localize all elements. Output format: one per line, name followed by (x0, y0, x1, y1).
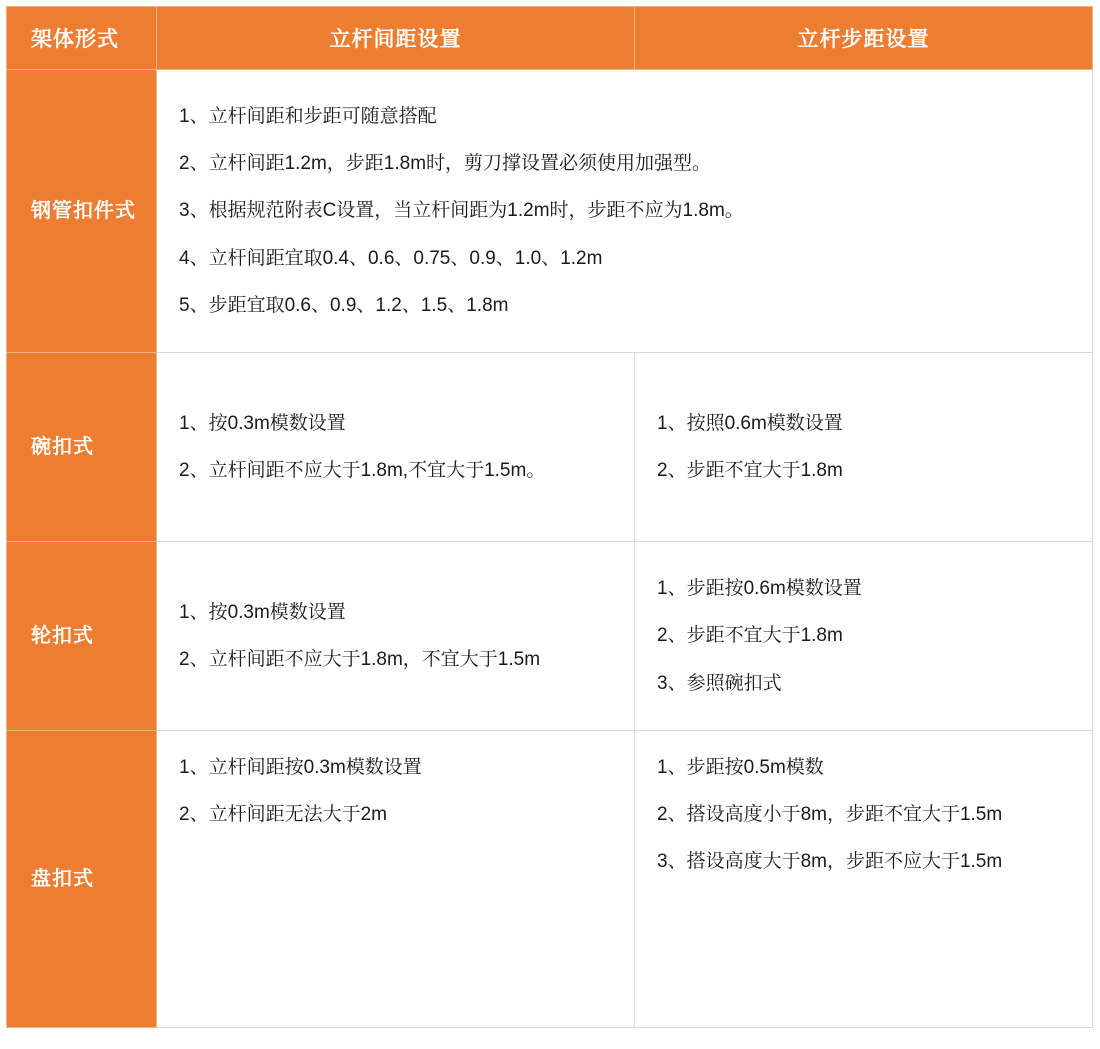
row-header-wheel-coupler: 轮扣式 (7, 542, 157, 731)
column-header-frame-type: 架体形式 (7, 7, 157, 70)
cell-steel-pipe-coupler-combined (157, 70, 1093, 353)
cell-line: 1、步距按0.5m模数 (657, 757, 824, 778)
cell-disc-coupler-spacing (157, 731, 635, 1028)
cell-disc-coupler-step (635, 731, 1093, 1028)
cell-wheel-coupler-spacing (157, 542, 635, 731)
scaffold-spec-table (6, 6, 1093, 1028)
cell-bowl-coupler-step (635, 353, 1093, 542)
cell-line: 1、按0.3m模数设置 (179, 412, 346, 434)
cell-line: 4、立杆间距宜取0.4、0.6、0.75、0.9、1.0、1.2m (179, 247, 603, 269)
cell-line: 1、按照0.6m模数设置 (657, 412, 843, 434)
cell-line: 2、步距不宜大于1.8m (657, 460, 843, 481)
cell-line: 2、立杆间距不应大于1.8m，不宜大于1.5m (179, 649, 541, 670)
cell-line: 2、搭设高度小于8m，步距不宜大于1.5m (657, 804, 1003, 826)
table-row (7, 542, 1093, 731)
cell-line: 3、根据规范附表C设置，当立杆间距为1.2m时，步距不应为1.8m。 (179, 200, 744, 222)
cell-line: 1、立杆间距和步距可随意搭配 (179, 106, 437, 128)
row-header-steel-pipe-coupler: 钢管扣件式 (7, 70, 157, 353)
table-row (7, 70, 1093, 353)
row-header-bowl-coupler: 碗扣式 (7, 353, 157, 542)
cell-line: 2、立杆间距无法大于2m (179, 804, 387, 826)
cell-line: 2、立杆间距1.2m，步距1.8m时，剪刀撑设置必须使用加强型。 (179, 153, 712, 175)
cell-wheel-coupler-step (635, 542, 1093, 731)
table-header-row (7, 7, 1093, 70)
cell-line: 1、立杆间距按0.3m模数设置 (179, 757, 422, 778)
cell-line: 5、步距宜取0.6、0.9、1.2、1.5、1.8m (179, 294, 509, 316)
cell-line: 3、搭设高度大于8m，步距不应大于1.5m (657, 851, 1003, 873)
cell-line: 2、立杆间距不应大于1.8m,不宜大于1.5m。 (179, 460, 546, 481)
cell-line: 3、参照碗扣式 (657, 672, 782, 694)
cell-line: 2、步距不宜大于1.8m (657, 625, 843, 647)
cell-bowl-coupler-spacing (157, 353, 635, 542)
column-header-pole-step: 立杆步距设置 (635, 7, 1093, 70)
column-header-pole-spacing: 立杆间距设置 (157, 7, 635, 70)
cell-line: 1、步距按0.6m模数设置 (657, 578, 862, 600)
row-header-disc-coupler: 盘扣式 (7, 731, 157, 1028)
table-body (7, 70, 1093, 1028)
table-header (7, 7, 1093, 70)
table-row (7, 731, 1093, 1028)
table-row (7, 353, 1093, 542)
cell-line: 1、按0.3m模数设置 (179, 601, 346, 623)
